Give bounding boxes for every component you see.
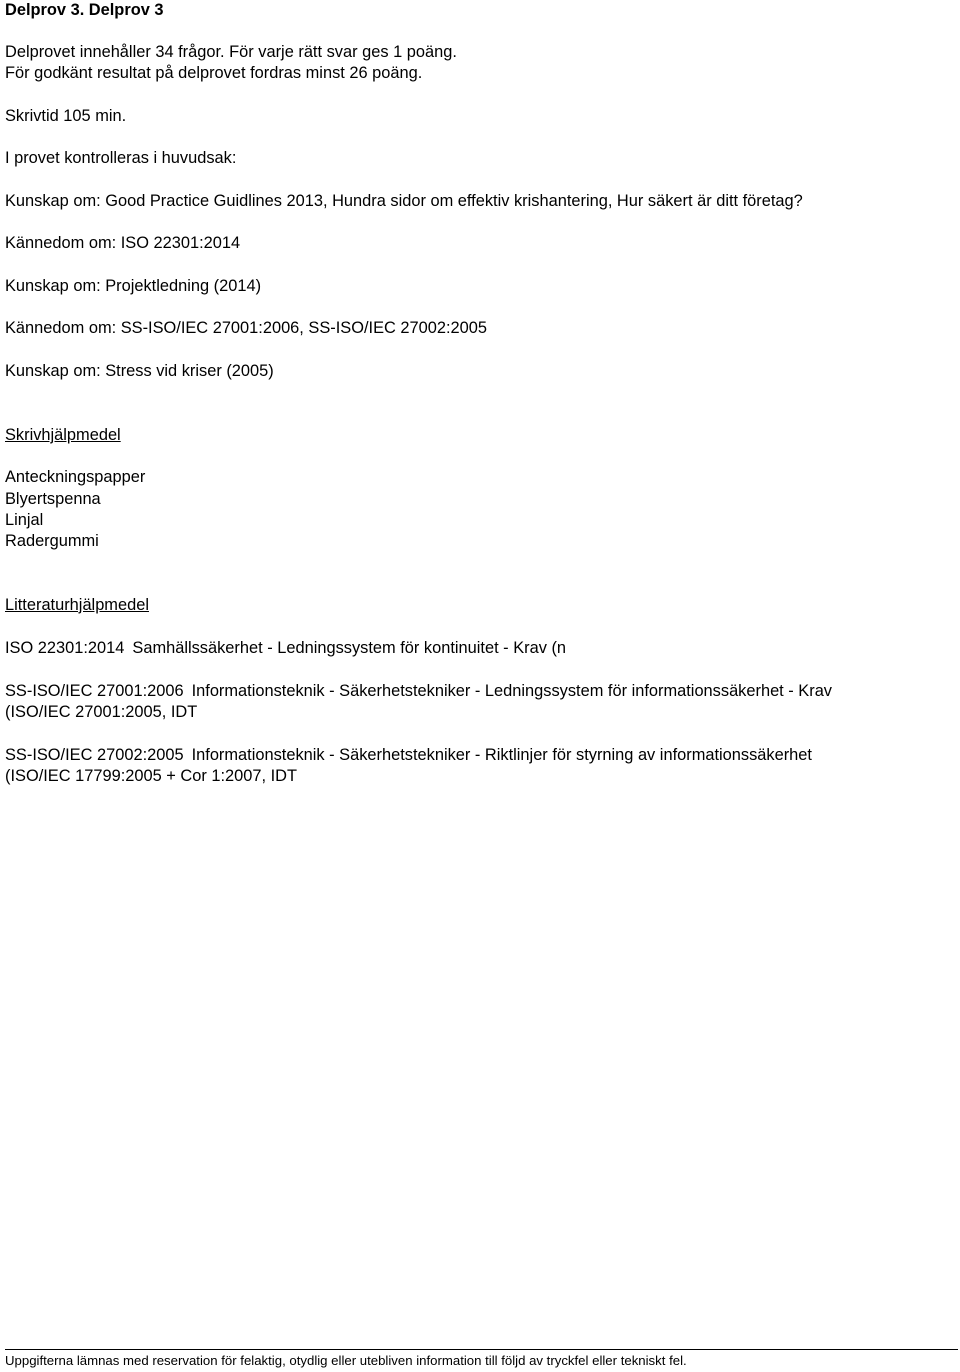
intro-line-questions: Delprovet innehåller 34 frågor. För varje rätt svar ges 1 poäng. — [5, 43, 457, 61]
writing-aid-item: Radergummi — [5, 532, 99, 550]
checked-topics-heading: I provet kontrolleras i huvudsak: — [5, 149, 237, 167]
literature-item-continuation: (ISO/IEC 17799:2005 + Cor 1:2007, IDT — [5, 767, 298, 785]
intro-line-pass-requirement: För godkänt resultat på delprovet fordras minst 26 poäng. — [5, 64, 423, 82]
footer-disclaimer: Uppgifterna lämnas med reservation för felaktig, otydlig eller utebliven information till följd av tryckfel eller tekniskt fel. — [5, 1353, 687, 1368]
footer-divider — [5, 1349, 958, 1350]
literature-code: ISO 22301:2014 — [5, 639, 125, 657]
topic-item: Kunskap om: Projektledning (2014) — [5, 277, 262, 295]
writing-aid-item: Anteckningspapper — [5, 468, 146, 486]
literature-description: Informationsteknik - Säkerhetstekniker - Riktlinjer för styrning av informationssäkerhet — [191, 746, 812, 764]
page-title: Delprov 3. Delprov 3 — [5, 1, 164, 19]
writing-aids-heading: Skrivhjälpmedel — [5, 426, 121, 444]
literature-code: SS-ISO/IEC 27001:2006 — [5, 682, 184, 700]
writing-aid-item: Blyertspenna — [5, 490, 101, 508]
topic-item: Kunskap om: Good Practice Guidlines 2013, Hundra sidor om effektiv krishantering, Hur säkert är ditt företag? — [5, 192, 803, 210]
literature-description: Informationsteknik - Säkerhetstekniker - Ledningssystem för informationssäkerhet - Krav — [191, 682, 833, 700]
literature-item — [5, 681, 832, 702]
topic-item: Kännedom om: ISO 22301:2014 — [5, 234, 241, 252]
intro-writing-time: Skrivtid 105 min. — [5, 107, 127, 125]
literature-item — [5, 745, 812, 766]
literature-aids-heading: Litteraturhjälpmedel — [5, 596, 149, 614]
literature-item — [5, 638, 566, 659]
literature-item-continuation: (ISO/IEC 27001:2005, IDT — [5, 703, 198, 721]
writing-aid-item: Linjal — [5, 511, 44, 529]
literature-code: SS-ISO/IEC 27002:2005 — [5, 746, 184, 764]
topic-item: Kunskap om: Stress vid kriser (2005) — [5, 362, 274, 380]
literature-description: Samhällssäkerhet - Ledningssystem för kontinuitet - Krav (n — [132, 639, 567, 657]
topic-item: Kännedom om: SS-ISO/IEC 27001:2006, SS-ISO/IEC 27002:2005 — [5, 319, 487, 337]
